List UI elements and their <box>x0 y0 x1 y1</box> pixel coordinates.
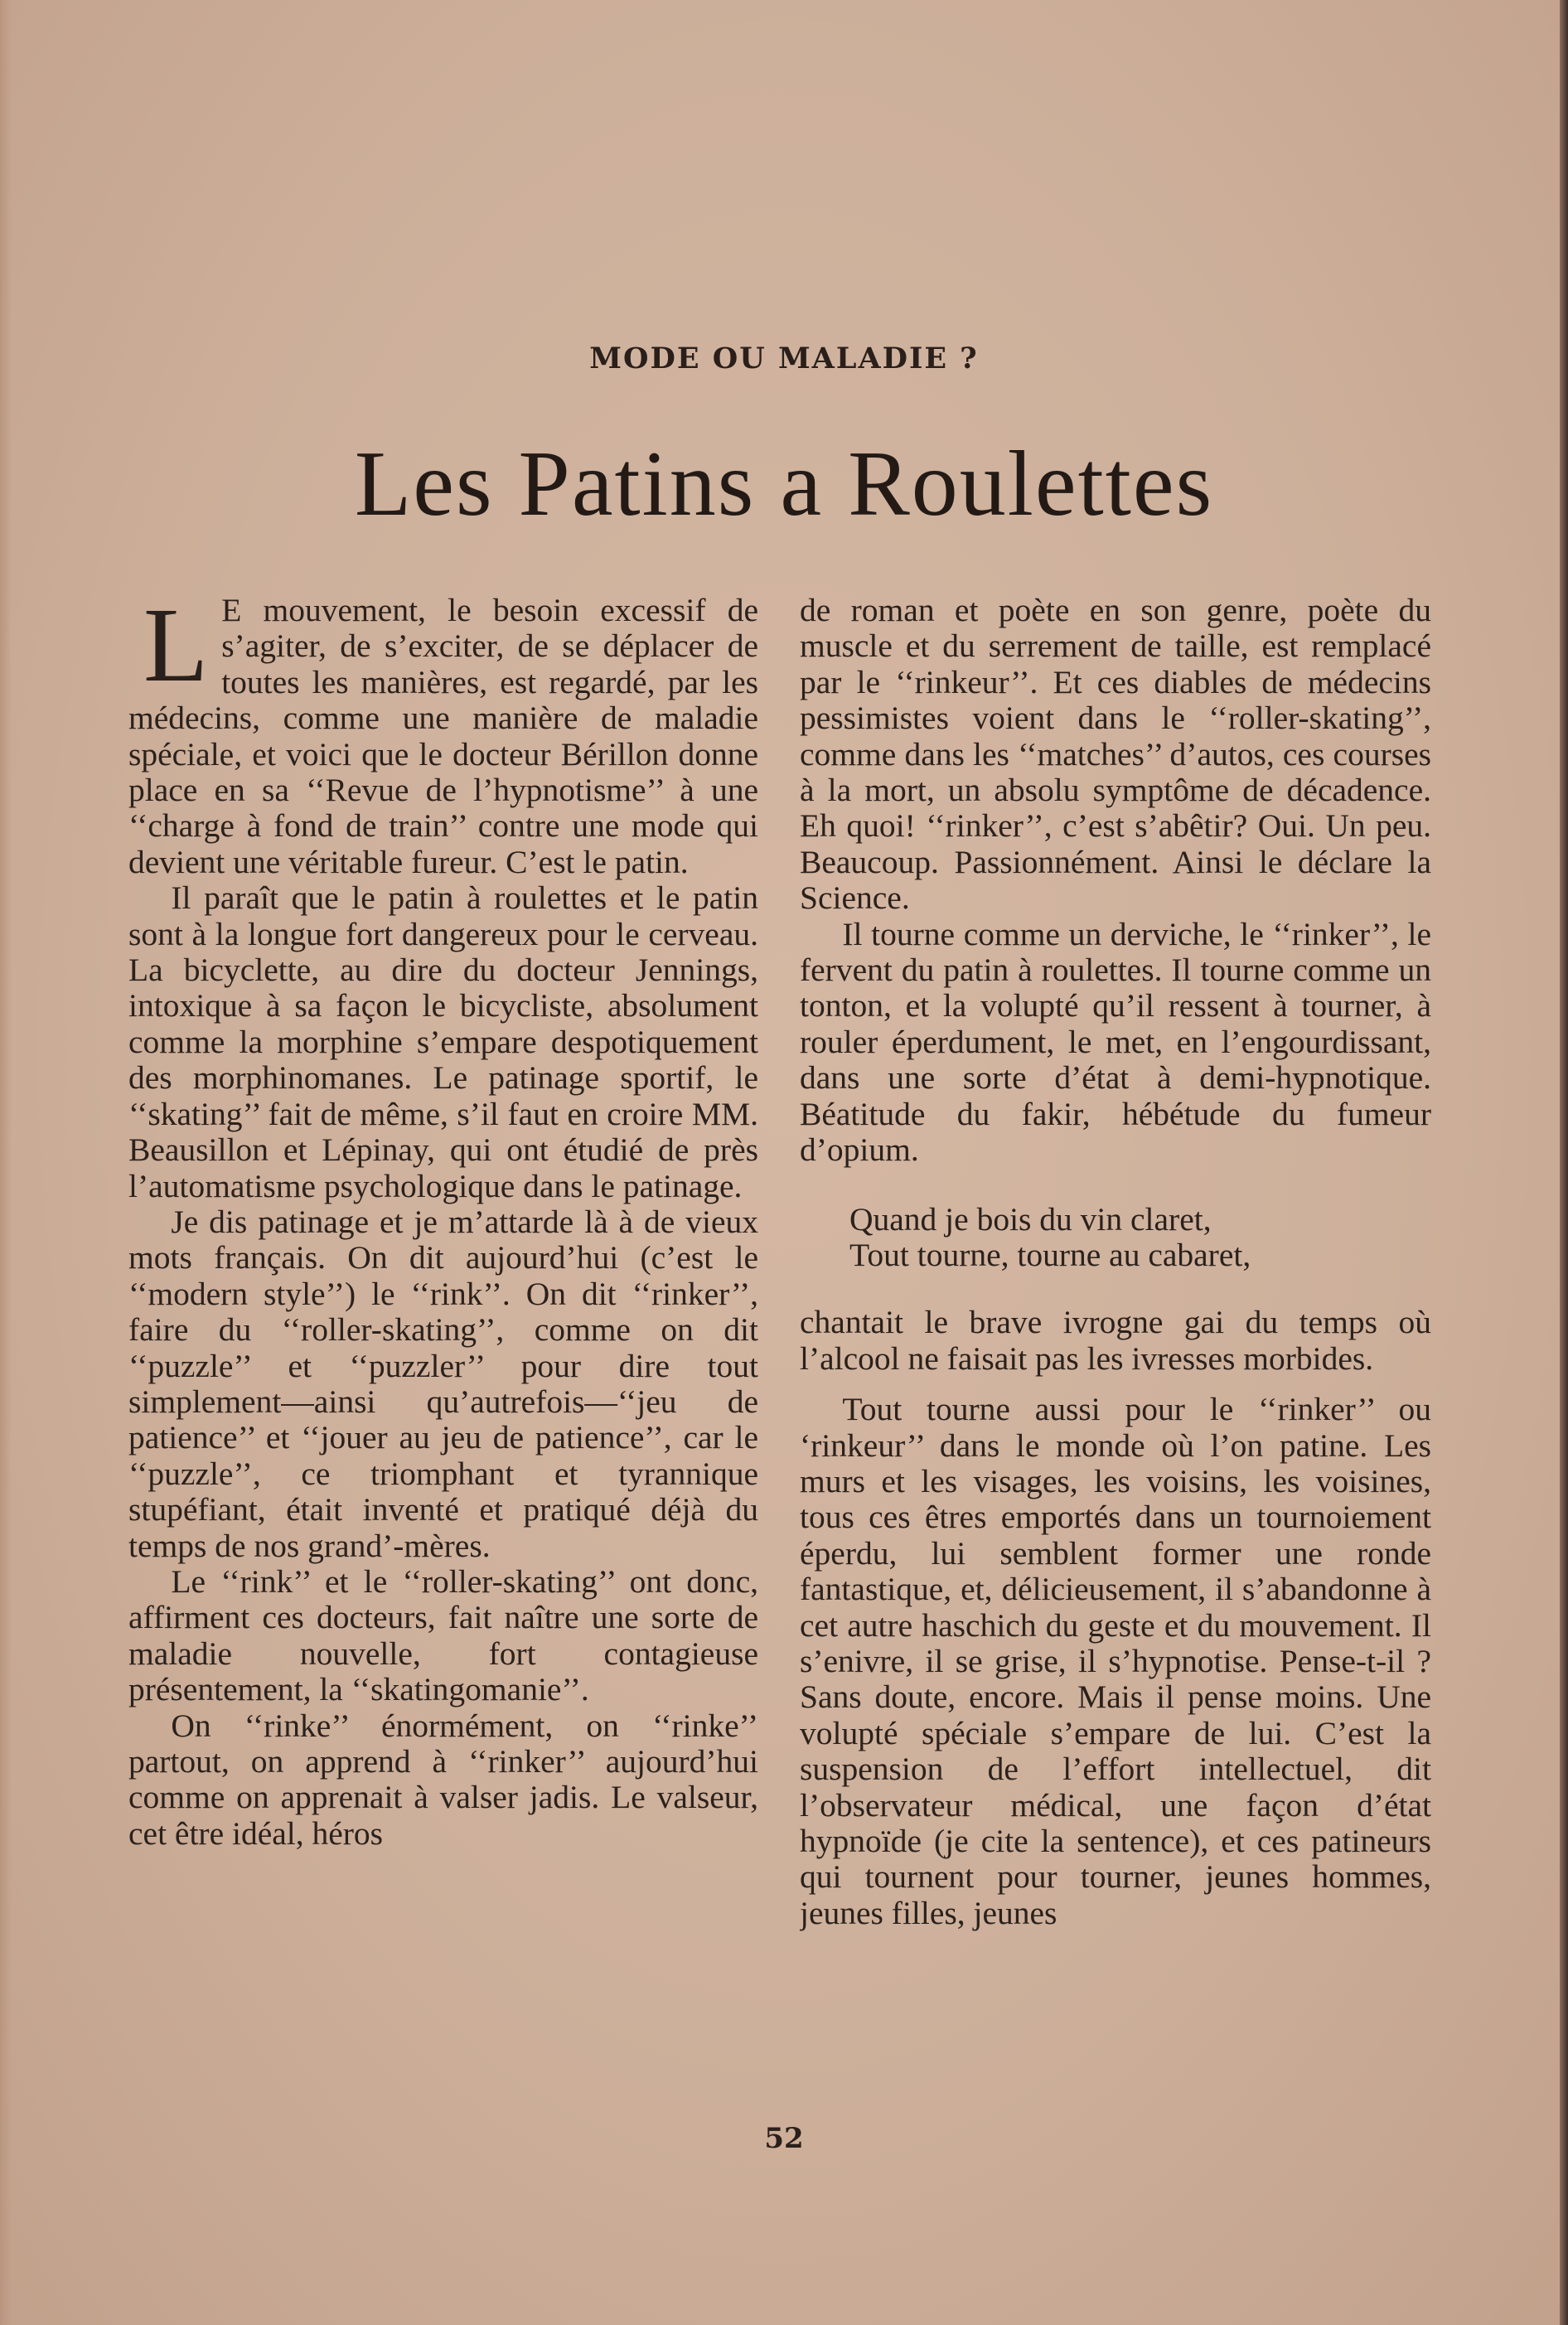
right-column <box>800 593 1431 2101</box>
paragraph-4: Le ‘‘rink’’ et le ‘‘roller-skating’’ ont donc, affirment ces docteurs, fait naître une sorte de maladie nouvelle, fort contagieuse présentement, la ‘‘skatingomanie’’. <box>128 1562 758 1708</box>
article-kicker: MODE OU MALADIE ? <box>589 341 979 375</box>
paragraph-2: Il paraît que le patin à roulettes et le patin sont à la longue fort dangereux pour le cerveau. La bicyclette, au dire du docteur Jennings, intoxique à sa façon le bicycliste, absolument comme la morphine s’empare despotiquement des morphinomanes. Le patinage sportif, le ‘‘skating’’ fait de même, s’il faut en croire MM. Beausillon et Lépinay, qui ont étudié de près l’automatisme psychologique dans le patinage. <box>128 879 758 1204</box>
left-column <box>128 593 758 2101</box>
verse-line-2: Tout tourne, tourne au cabaret, <box>849 1236 1251 1273</box>
paragraph-3: Je dis patinage et je m’attarde là à de vieux mots français. On dit aujourd’hui (c’est le ‘‘modern style’’) le ‘‘rink’’. On dit ‘‘rinker’’, faire du ‘‘roller-skating’’, comme on dit ‘‘puzzle’’ et ‘‘puzzler’’ pour dire tout simplement—ainsi qu’autrefois—‘‘jeu de patience’’ et ‘‘jouer au jeu de patience’’, car le ‘‘puzzle’’, ce triomphant et tyrannique stupéfiant, était inventé et pratiqué déjà du temps de nos grand’-mères. <box>128 1203 758 1564</box>
paragraph-1-text: E mouvement, le besoin excessif de s’agiter, de s’exciter, de se déplacer de toutes les manières, est regardé, par les médecins, comme une manière de maladie spéciale, et voici que le docteur Bérillon donne place en sa ‘‘Revue de l’hypnotisme’’ à une ‘‘charge à fond de train’’ contre une mode qui devient une véritable fureur. C’est le patin. <box>128 593 758 880</box>
article-title: Les Patins a Roulettes <box>354 433 1214 535</box>
paragraph-7: Il tourne comme un derviche, le ‘‘rinker’’, le fervent du patin à roulettes. Il tourne comme un tonton, et la volupté qu’il ressent à tourner, à rouler éperdument, le met, en l’engourdissant, dans une sorte d’état à demi-hypnotique. Béatitude du fakir, hébétude du fumeur d’opium. <box>800 915 1431 1169</box>
paragraph-9: Tout tourne aussi pour le ‘‘rinker’’ ou ‘rinkeur’’ dans le monde où l’on patine. Les murs et les visages, les voisins, les voisines, tous ces êtres emportés dans un tournoiement éperdu, lui semblent former une ronde fantastique, et, délicieusement, il s’abandonne à cet autre haschich du geste et du mouvement. Il s’enivre, il se grise, il s’hypnotise. Pense-t-il ? Sans doute, encore. Mais il pense moins. Une volupté spéciale s’empare de lui. C’est la suspension de l’effort intellectuel, dit l’observateur médical, une façon d’état hypnoïde (je cite la sentence), et ces patineurs qui tournent pour tourner, jeunes hommes, jeunes filles, jeunes <box>800 1391 1431 1931</box>
page-number: 52 <box>764 2122 804 2155</box>
paragraph-1 <box>128 593 758 880</box>
paragraph-6: de roman et poète en son genre, poète du muscle et du serrement de taille, est remplacé par le ‘‘rinkeur’’. Et ces diables de médecins pessimistes voient dans le ‘‘roller-skating’’, comme dans les ‘‘matches’’ d’autos, ces courses à la mort, un absolu symptôme de décadence. Eh quoi! ‘‘rinker’’, c’est s’abêtir? Oui. Un peu. Beaucoup. Passionnément. Ainsi le déclare la Science. <box>800 593 1431 917</box>
paragraph-5: On ‘‘rinke’’ énormément, on ‘‘rinke’’ partout, on apprend à ‘‘rinker’’ aujourd’hui comme on apprenait à valser jadis. Le valseur, cet être idéal, héros <box>128 1707 758 1852</box>
verse-quote <box>800 1202 1431 1274</box>
paragraph-8: chantait le brave ivrogne gai du temps où l’alcool ne faisait pas les ivresses morbides. <box>800 1304 1431 1377</box>
verse-line-1: Quand je bois du vin claret, <box>849 1200 1212 1238</box>
drop-cap: L <box>143 593 209 704</box>
